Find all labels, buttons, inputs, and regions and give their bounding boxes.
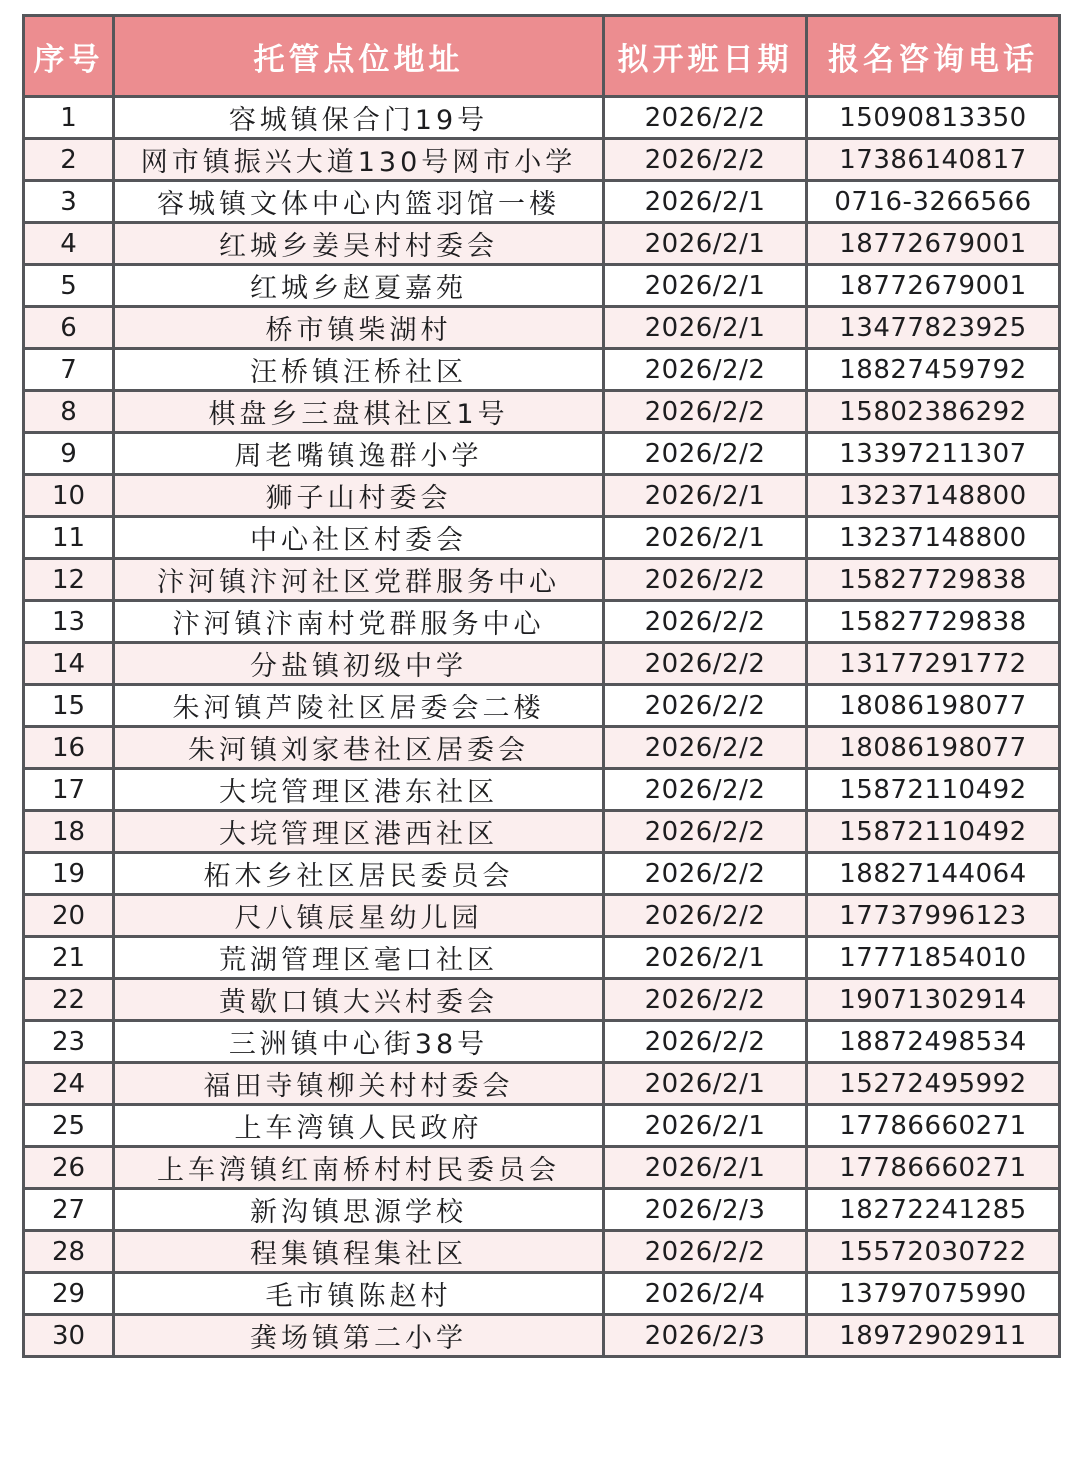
col-address: 红城乡赵夏嘉苑 <box>114 265 604 307</box>
col-index: 22 <box>24 979 114 1021</box>
table-row <box>24 1063 1060 1105</box>
col-index: 20 <box>24 895 114 937</box>
col-date: 2026/2/2 <box>604 685 807 727</box>
col-address: 狮子山村委会 <box>114 475 604 517</box>
col-phone: 18827459792 <box>807 349 1060 391</box>
col-phone: 18872498534 <box>807 1021 1060 1063</box>
col-address: 周老嘴镇逸群小学 <box>114 433 604 475</box>
col-address: 汴河镇汴南村党群服务中心 <box>114 601 604 643</box>
col-phone: 18272241285 <box>807 1189 1060 1231</box>
col-index: 14 <box>24 643 114 685</box>
table-row <box>24 349 1060 391</box>
col-date: 2026/2/3 <box>604 1315 807 1357</box>
col-index: 18 <box>24 811 114 853</box>
table-row <box>24 1231 1060 1273</box>
header-col-index: 序号 <box>24 16 114 97</box>
col-date: 2026/2/2 <box>604 979 807 1021</box>
col-index: 30 <box>24 1315 114 1357</box>
col-address: 福田寺镇柳关村村委会 <box>114 1063 604 1105</box>
col-phone: 17771854010 <box>807 937 1060 979</box>
col-address: 棋盘乡三盘棋社区1号 <box>114 391 604 433</box>
col-date: 2026/2/2 <box>604 811 807 853</box>
col-address: 上车湾镇人民政府 <box>114 1105 604 1147</box>
col-phone: 15872110492 <box>807 769 1060 811</box>
col-phone: 18772679001 <box>807 265 1060 307</box>
col-date: 2026/2/1 <box>604 937 807 979</box>
col-date: 2026/2/2 <box>604 559 807 601</box>
col-index: 19 <box>24 853 114 895</box>
col-index: 17 <box>24 769 114 811</box>
header-col-date: 拟开班日期 <box>604 16 807 97</box>
col-address: 毛市镇陈赵村 <box>114 1273 604 1315</box>
col-address: 龚场镇第二小学 <box>114 1315 604 1357</box>
table-header <box>24 16 1060 97</box>
col-index: 13 <box>24 601 114 643</box>
col-index: 4 <box>24 223 114 265</box>
col-date: 2026/2/2 <box>604 391 807 433</box>
table-row <box>24 1189 1060 1231</box>
col-phone: 15572030722 <box>807 1231 1060 1273</box>
table-row <box>24 517 1060 559</box>
col-date: 2026/2/1 <box>604 1105 807 1147</box>
col-phone: 18827144064 <box>807 853 1060 895</box>
col-index: 5 <box>24 265 114 307</box>
col-date: 2026/2/2 <box>604 769 807 811</box>
table-row <box>24 391 1060 433</box>
col-address: 程集镇程集社区 <box>114 1231 604 1273</box>
table-body <box>24 97 1060 1357</box>
col-date: 2026/2/2 <box>604 853 807 895</box>
col-date: 2026/2/2 <box>604 895 807 937</box>
col-phone: 13237148800 <box>807 475 1060 517</box>
col-date: 2026/2/2 <box>604 1231 807 1273</box>
col-address: 容城镇保合门19号 <box>114 97 604 139</box>
col-address: 尺八镇辰星幼儿园 <box>114 895 604 937</box>
col-index: 25 <box>24 1105 114 1147</box>
col-date: 2026/2/2 <box>604 727 807 769</box>
table-row <box>24 307 1060 349</box>
col-index: 16 <box>24 727 114 769</box>
table-row <box>24 139 1060 181</box>
header-col-address: 托管点位地址 <box>114 16 604 97</box>
col-address: 中心社区村委会 <box>114 517 604 559</box>
col-phone: 15872110492 <box>807 811 1060 853</box>
col-address: 朱河镇芦陵社区居委会二楼 <box>114 685 604 727</box>
col-address: 汪桥镇汪桥社区 <box>114 349 604 391</box>
col-phone: 15090813350 <box>807 97 1060 139</box>
header-col-phone: 报名咨询电话 <box>807 16 1060 97</box>
col-date: 2026/2/1 <box>604 181 807 223</box>
col-index: 27 <box>24 1189 114 1231</box>
table-row <box>24 265 1060 307</box>
col-phone: 17786660271 <box>807 1147 1060 1189</box>
col-phone: 13477823925 <box>807 307 1060 349</box>
col-phone: 18086198077 <box>807 685 1060 727</box>
col-date: 2026/2/2 <box>604 1021 807 1063</box>
col-index: 11 <box>24 517 114 559</box>
col-address: 桥市镇柴湖村 <box>114 307 604 349</box>
col-address: 网市镇振兴大道130号网市小学 <box>114 139 604 181</box>
col-date: 2026/2/2 <box>604 643 807 685</box>
col-index: 10 <box>24 475 114 517</box>
col-phone: 15802386292 <box>807 391 1060 433</box>
col-phone: 0716-3266566 <box>807 181 1060 223</box>
col-phone: 13237148800 <box>807 517 1060 559</box>
col-phone: 18086198077 <box>807 727 1060 769</box>
table-row <box>24 979 1060 1021</box>
table-row <box>24 1147 1060 1189</box>
table-row <box>24 1273 1060 1315</box>
col-address: 三洲镇中心街38号 <box>114 1021 604 1063</box>
col-date: 2026/2/1 <box>604 223 807 265</box>
col-date: 2026/2/1 <box>604 1147 807 1189</box>
col-index: 8 <box>24 391 114 433</box>
col-index: 3 <box>24 181 114 223</box>
table-row <box>24 1315 1060 1357</box>
col-date: 2026/2/3 <box>604 1189 807 1231</box>
table-row <box>24 601 1060 643</box>
col-date: 2026/2/1 <box>604 265 807 307</box>
col-date: 2026/2/1 <box>604 307 807 349</box>
col-phone: 19071302914 <box>807 979 1060 1021</box>
table-row <box>24 1105 1060 1147</box>
table-row <box>24 433 1060 475</box>
table-row <box>24 475 1060 517</box>
table-row <box>24 1021 1060 1063</box>
table-row <box>24 895 1060 937</box>
table-row <box>24 937 1060 979</box>
childcare-sites-table <box>22 14 1061 1358</box>
col-address: 大垸管理区港东社区 <box>114 769 604 811</box>
table-row <box>24 769 1060 811</box>
col-address: 上车湾镇红南桥村村民委员会 <box>114 1147 604 1189</box>
col-date: 2026/2/2 <box>604 601 807 643</box>
col-phone: 15827729838 <box>807 601 1060 643</box>
table-row <box>24 685 1060 727</box>
col-date: 2026/2/1 <box>604 1063 807 1105</box>
table-row <box>24 223 1060 265</box>
col-phone: 13397211307 <box>807 433 1060 475</box>
col-date: 2026/2/2 <box>604 97 807 139</box>
col-phone: 18772679001 <box>807 223 1060 265</box>
col-date: 2026/2/2 <box>604 433 807 475</box>
col-phone: 17786660271 <box>807 1105 1060 1147</box>
col-phone: 13177291772 <box>807 643 1060 685</box>
col-address: 大垸管理区港西社区 <box>114 811 604 853</box>
col-phone: 18972902911 <box>807 1315 1060 1357</box>
col-index: 23 <box>24 1021 114 1063</box>
table-row <box>24 811 1060 853</box>
table-row <box>24 853 1060 895</box>
col-date: 2026/2/4 <box>604 1273 807 1315</box>
table-row <box>24 643 1060 685</box>
table-row <box>24 97 1060 139</box>
col-phone: 13797075990 <box>807 1273 1060 1315</box>
col-date: 2026/2/1 <box>604 517 807 559</box>
col-index: 28 <box>24 1231 114 1273</box>
col-index: 9 <box>24 433 114 475</box>
col-address: 荒湖管理区毫口社区 <box>114 937 604 979</box>
col-address: 黄歇口镇大兴村委会 <box>114 979 604 1021</box>
col-phone: 17386140817 <box>807 139 1060 181</box>
col-date: 2026/2/1 <box>604 475 807 517</box>
col-index: 6 <box>24 307 114 349</box>
col-phone: 15272495992 <box>807 1063 1060 1105</box>
col-date: 2026/2/2 <box>604 349 807 391</box>
col-address: 汴河镇汴河社区党群服务中心 <box>114 559 604 601</box>
col-address: 新沟镇思源学校 <box>114 1189 604 1231</box>
col-index: 21 <box>24 937 114 979</box>
col-index: 26 <box>24 1147 114 1189</box>
table-row <box>24 559 1060 601</box>
col-address: 柘木乡社区居民委员会 <box>114 853 604 895</box>
col-phone: 17737996123 <box>807 895 1060 937</box>
col-date: 2026/2/2 <box>604 139 807 181</box>
col-address: 分盐镇初级中学 <box>114 643 604 685</box>
col-address: 红城乡姜吴村村委会 <box>114 223 604 265</box>
table-row <box>24 181 1060 223</box>
col-index: 15 <box>24 685 114 727</box>
col-address: 容城镇文体中心内篮羽馆一楼 <box>114 181 604 223</box>
table-row <box>24 727 1060 769</box>
col-index: 24 <box>24 1063 114 1105</box>
col-index: 29 <box>24 1273 114 1315</box>
col-phone: 15827729838 <box>807 559 1060 601</box>
col-address: 朱河镇刘家巷社区居委会 <box>114 727 604 769</box>
col-index: 2 <box>24 139 114 181</box>
col-index: 12 <box>24 559 114 601</box>
header-row <box>24 16 1060 97</box>
col-index: 1 <box>24 97 114 139</box>
col-index: 7 <box>24 349 114 391</box>
